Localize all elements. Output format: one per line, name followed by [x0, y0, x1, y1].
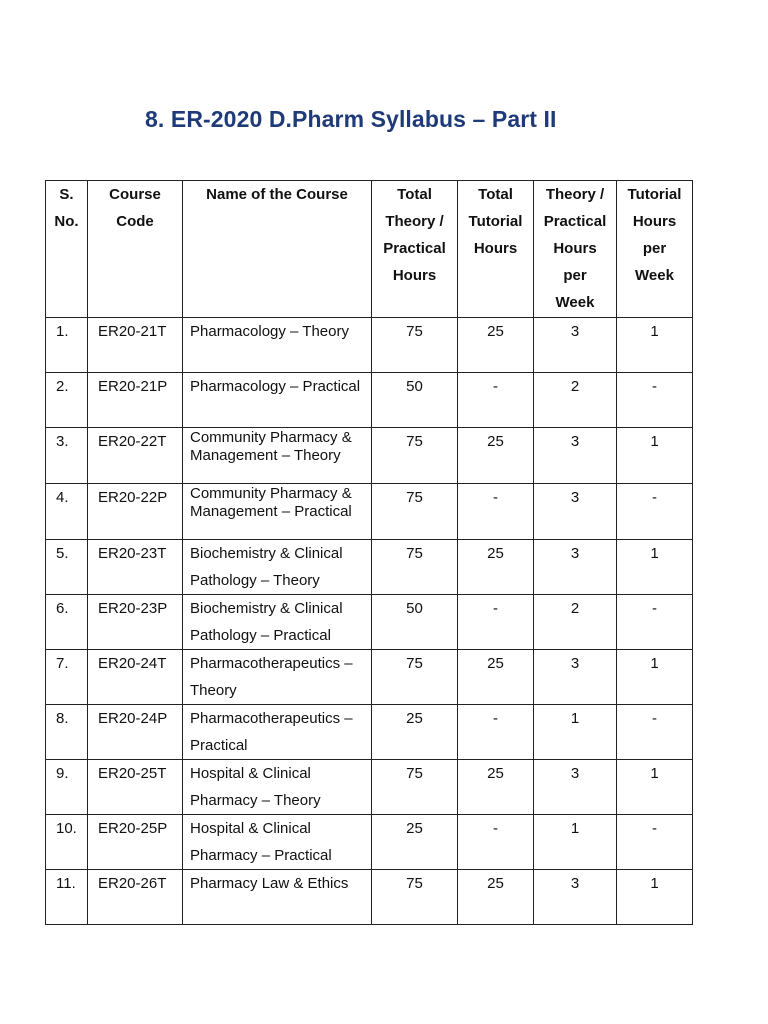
course-code-cell: ER20-25T	[88, 760, 183, 815]
total-hours-cell: 75	[372, 540, 458, 595]
tutorial-per-week-cell: 1	[617, 870, 693, 925]
sno-cell: 5.	[46, 540, 88, 595]
course-code-cell: ER20-23T	[88, 540, 183, 595]
table-row	[46, 373, 693, 428]
tutorial-per-week-cell: 1	[617, 428, 693, 484]
header-tutorial-per-week-line: per	[642, 240, 667, 257]
total-hours-cell: 25	[372, 705, 458, 760]
header-course-code	[88, 181, 183, 318]
table-row	[46, 428, 693, 484]
syllabus-table	[45, 180, 693, 925]
course-name-cell: Community Pharmacy & Management – Practical	[183, 484, 372, 540]
table-row	[46, 595, 693, 650]
table-row	[46, 650, 693, 705]
course-name-cell: Pharmacology – Theory	[183, 318, 372, 373]
tutorial-hours-cell: -	[458, 815, 534, 870]
tutorial-hours-cell: 25	[458, 428, 534, 484]
course-code-cell: ER20-25P	[88, 815, 183, 870]
header-hours-per-week-line: per	[563, 267, 587, 284]
tutorial-hours-cell: 25	[458, 540, 534, 595]
header-course-name-line: Name of the Course	[206, 186, 348, 203]
sno-cell: 2.	[46, 373, 88, 428]
header-tutorial-per-week-line: Tutorial	[627, 186, 682, 203]
course-name-cell: Community Pharmacy & Management – Theory	[183, 428, 372, 484]
sno-cell: 6.	[46, 595, 88, 650]
tutorial-per-week-cell: -	[617, 484, 693, 540]
table-row	[46, 318, 693, 373]
sno-cell: 11.	[46, 870, 88, 925]
tutorial-hours-cell: 25	[458, 760, 534, 815]
tutorial-hours-cell: -	[458, 373, 534, 428]
tutorial-per-week-cell: -	[617, 595, 693, 650]
sno-cell: 1.	[46, 318, 88, 373]
course-code-cell: ER20-21T	[88, 318, 183, 373]
hours-per-week-cell: 1	[534, 815, 617, 870]
course-name-cell: Pharmacology – Practical	[183, 373, 372, 428]
header-hours-per-week-line: Week	[555, 294, 595, 311]
tutorial-per-week-cell: 1	[617, 318, 693, 373]
sno-cell: 4.	[46, 484, 88, 540]
header-tutorial-hours-line: Hours	[473, 240, 518, 257]
tutorial-hours-cell: 25	[458, 318, 534, 373]
header-total-hours-line: Total	[397, 186, 432, 203]
tutorial-hours-cell: -	[458, 595, 534, 650]
header-tutorial-per-week	[617, 181, 693, 318]
header-hours-per-week-line: Theory /	[545, 186, 605, 203]
tutorial-hours-cell: -	[458, 484, 534, 540]
course-name-cell: Biochemistry & Clinical Pathology – Theory	[183, 540, 372, 595]
total-hours-cell: 75	[372, 870, 458, 925]
table-row	[46, 540, 693, 595]
hours-per-week-cell: 3	[534, 318, 617, 373]
page-title: 8. ER-2020 D.Pharm Syllabus – Part II	[145, 106, 557, 132]
total-hours-cell: 75	[372, 760, 458, 815]
sno-cell: 10.	[46, 815, 88, 870]
header-course-code-line: Course	[109, 186, 161, 203]
hours-per-week-cell: 3	[534, 484, 617, 540]
hours-per-week-cell: 3	[534, 428, 617, 484]
table-row	[46, 705, 693, 760]
tutorial-hours-cell: -	[458, 705, 534, 760]
table-body	[46, 318, 693, 925]
course-code-cell: ER20-22T	[88, 428, 183, 484]
header-tutorial-hours-line: Tutorial	[468, 213, 523, 230]
header-course-name	[183, 181, 372, 318]
course-code-cell: ER20-22P	[88, 484, 183, 540]
tutorial-per-week-cell: 1	[617, 650, 693, 705]
table-header	[46, 181, 693, 318]
course-name-cell: Hospital & Clinical Pharmacy – Theory	[183, 760, 372, 815]
course-code-cell: ER20-24T	[88, 650, 183, 705]
sno-cell: 8.	[46, 705, 88, 760]
sno-cell: 7.	[46, 650, 88, 705]
total-hours-cell: 25	[372, 815, 458, 870]
header-tutorial-hours-line: Total	[478, 186, 513, 203]
header-hours-per-week-line: Hours	[553, 240, 597, 257]
hours-per-week-cell: 2	[534, 373, 617, 428]
header-total-hours-line: Practical	[383, 240, 446, 257]
tutorial-per-week-cell: 1	[617, 760, 693, 815]
course-name-cell: Pharmacy Law & Ethics	[183, 870, 372, 925]
total-hours-cell: 75	[372, 650, 458, 705]
header-total-hours	[372, 181, 458, 318]
tutorial-hours-cell: 25	[458, 870, 534, 925]
sno-cell: 3.	[46, 428, 88, 484]
header-total-hours-line: Hours	[392, 267, 437, 284]
course-code-cell: ER20-26T	[88, 870, 183, 925]
header-sno-line: S.	[59, 186, 74, 203]
course-name-cell: Pharmacotherapeutics – Theory	[183, 650, 372, 705]
course-name-cell: Biochemistry & Clinical Pathology – Practical	[183, 595, 372, 650]
tutorial-per-week-cell: -	[617, 815, 693, 870]
table-row	[46, 760, 693, 815]
total-hours-cell: 75	[372, 484, 458, 540]
course-code-cell: ER20-21P	[88, 373, 183, 428]
course-code-cell: ER20-23P	[88, 595, 183, 650]
header-sno-line: No.	[54, 213, 79, 230]
hours-per-week-cell: 3	[534, 540, 617, 595]
hours-per-week-cell: 2	[534, 595, 617, 650]
header-tutorial-per-week-line: Week	[635, 267, 674, 284]
course-name-cell: Pharmacotherapeutics – Practical	[183, 705, 372, 760]
tutorial-hours-cell: 25	[458, 650, 534, 705]
hours-per-week-cell: 3	[534, 760, 617, 815]
course-code-cell: ER20-24P	[88, 705, 183, 760]
total-hours-cell: 75	[372, 428, 458, 484]
table-row	[46, 815, 693, 870]
table-row	[46, 484, 693, 540]
sno-cell: 9.	[46, 760, 88, 815]
header-hours-per-week	[534, 181, 617, 318]
header-tutorial-per-week-line: Hours	[632, 213, 677, 230]
hours-per-week-cell: 3	[534, 650, 617, 705]
hours-per-week-cell: 3	[534, 870, 617, 925]
total-hours-cell: 50	[372, 373, 458, 428]
header-total-hours-line: Theory /	[385, 213, 444, 230]
tutorial-per-week-cell: -	[617, 705, 693, 760]
header-sno	[46, 181, 88, 318]
header-course-code-line: Code	[116, 213, 154, 230]
table-row	[46, 870, 693, 925]
header-hours-per-week-line: Practical	[543, 213, 607, 230]
tutorial-per-week-cell: -	[617, 373, 693, 428]
tutorial-per-week-cell: 1	[617, 540, 693, 595]
hours-per-week-cell: 1	[534, 705, 617, 760]
course-name-cell: Hospital & Clinical Pharmacy – Practical	[183, 815, 372, 870]
total-hours-cell: 75	[372, 318, 458, 373]
header-row	[46, 181, 693, 318]
total-hours-cell: 50	[372, 595, 458, 650]
header-tutorial-hours	[458, 181, 534, 318]
